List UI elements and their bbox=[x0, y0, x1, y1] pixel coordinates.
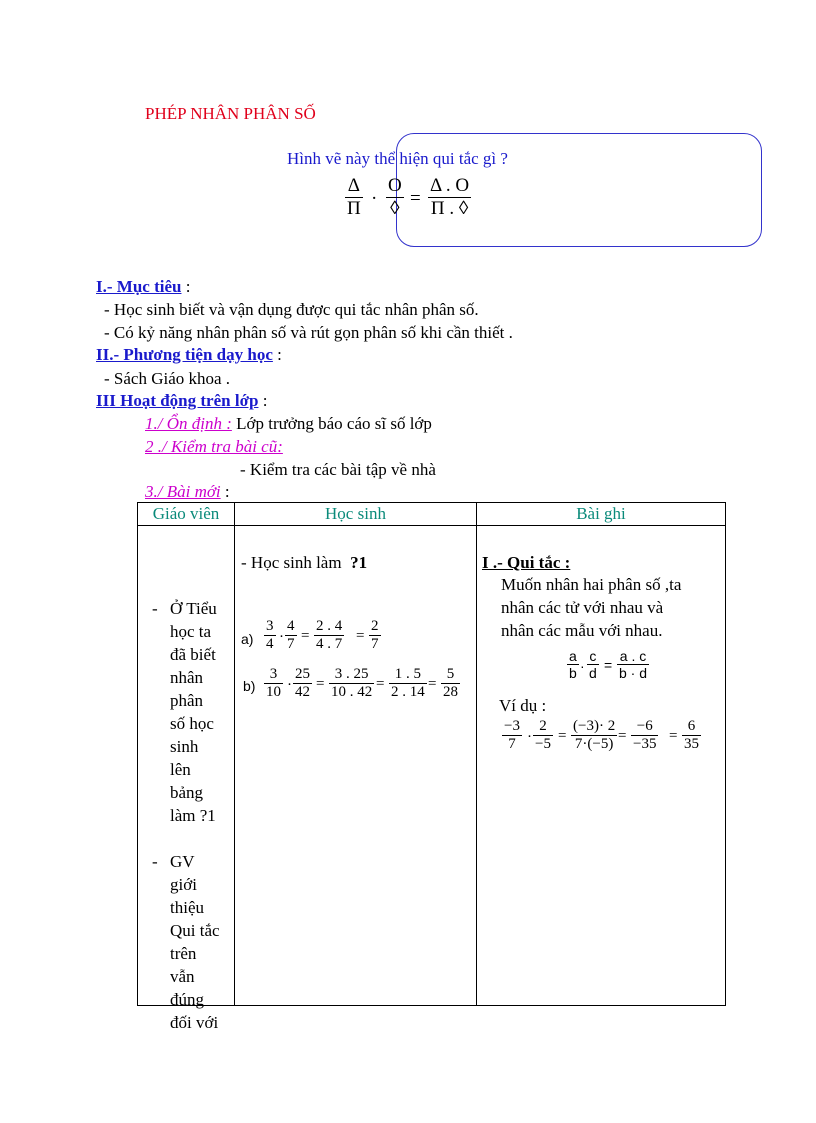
teacher-block-1 bbox=[170, 597, 217, 827]
objective-item-2: - Có kỷ năng nhân phân số và rút gọn phân số khi cần thiết . bbox=[104, 323, 513, 342]
ex-a-eq-2: = bbox=[356, 628, 365, 644]
teacher-line: làm ?1 bbox=[170, 806, 216, 825]
teacher-line: số học bbox=[170, 714, 214, 733]
teacher-line: nhân bbox=[170, 668, 204, 687]
ex-b-frac-5: 5 28 bbox=[443, 666, 458, 701]
rule-eq: = bbox=[604, 657, 613, 673]
teacher-dash-1: - bbox=[152, 599, 158, 618]
rule-frac-2: c d bbox=[589, 648, 597, 682]
teacher-line: Qui tắc bbox=[170, 921, 220, 940]
teacher-line: lên bbox=[170, 760, 191, 779]
example-a-label: a) bbox=[241, 631, 254, 647]
sub-new-lesson: 3./ Bài mới : bbox=[145, 482, 230, 501]
rule-dot: · bbox=[580, 658, 585, 674]
notes-cell bbox=[477, 526, 726, 1006]
ex-b-eq-1: = bbox=[316, 676, 325, 692]
section-objectives: I.- Mục tiêu : bbox=[96, 277, 191, 296]
teacher-line: Ở Tiểu bbox=[170, 599, 217, 618]
teacher-line: bảng bbox=[170, 783, 204, 802]
materials-item-1: - Sách Giáo khoa . bbox=[104, 369, 231, 388]
ex-b-dot: · bbox=[287, 677, 292, 693]
teacher-line: học ta bbox=[170, 622, 212, 641]
ex-b-frac-4: 1 . 5 2 . 14 bbox=[391, 666, 425, 701]
symbol-fraction-1: Δ Π bbox=[347, 175, 361, 219]
rule-line: nhân các tử với nhau và bbox=[501, 598, 664, 617]
teacher-line: đã biết bbox=[170, 645, 216, 664]
ex-a-frac-2: 4 7 bbox=[287, 618, 295, 653]
teacher-dash-2: - bbox=[152, 852, 158, 871]
lesson-table bbox=[137, 502, 726, 1032]
ex-frac-5: 6 35 bbox=[684, 718, 699, 753]
ex-a-frac-4: 2 7 bbox=[371, 618, 379, 653]
teacher-line: GV bbox=[170, 852, 195, 871]
rule-frac-1: a b bbox=[569, 648, 577, 682]
sub-review-text: - Kiểm tra các bài tập về nhà bbox=[240, 460, 436, 479]
ex-frac-1: −3 7 bbox=[504, 718, 520, 753]
teacher-line: sinh bbox=[170, 737, 199, 756]
question-text: Hình vẽ này thể hiện qui tắc gì ? bbox=[287, 149, 508, 168]
ex-a-eq-1: = bbox=[301, 628, 310, 644]
example-b-label: b) bbox=[243, 678, 256, 694]
teacher-line: phân bbox=[170, 691, 204, 710]
symbol-dot: · bbox=[371, 188, 378, 209]
rule-text bbox=[501, 573, 681, 642]
section-activities: III Hoạt động trên lớp : bbox=[96, 391, 268, 410]
example-label: Ví dụ : bbox=[499, 696, 547, 715]
teacher-block-2 bbox=[170, 850, 220, 1034]
symbol-fraction-3: Δ . O Π . ◊ bbox=[430, 175, 470, 219]
ex-b-eq-3: = bbox=[428, 676, 437, 692]
section-materials: II.- Phương tiện dạy học : bbox=[96, 345, 282, 364]
rule-line: Muốn nhân hai phân số ,ta bbox=[501, 575, 682, 594]
teacher-line: đối với bbox=[170, 1013, 219, 1032]
symbol-fraction-2: O ◊ bbox=[388, 175, 402, 219]
ex-b-frac-2: 25 42 bbox=[295, 666, 310, 701]
objective-item-1: - Học sinh biết và vận dụng được qui tắc nhân phân số. bbox=[104, 300, 479, 319]
ex-dot: · bbox=[527, 729, 532, 745]
ex-eq-1: = bbox=[558, 728, 567, 744]
header-teacher: Giáo viên bbox=[138, 503, 235, 526]
ex-eq-2: = bbox=[618, 728, 627, 744]
rule-title: I .- Qui tắc : bbox=[482, 553, 571, 572]
ex-eq-3: = bbox=[669, 728, 678, 744]
student-cell bbox=[235, 526, 477, 1006]
student-task: - Học sinh làm ?1 bbox=[241, 553, 368, 572]
teacher-line: giới bbox=[170, 875, 197, 894]
teacher-line: thiệu bbox=[170, 898, 204, 917]
rule-frac-3: a . c b · d bbox=[619, 648, 648, 682]
sub-review: 2 ./ Kiểm tra bài cũ: bbox=[145, 437, 283, 456]
rule-line: nhân các mẫu với nhau. bbox=[501, 621, 663, 640]
symbol-equals: = bbox=[410, 188, 421, 209]
header-notes: Bài ghi bbox=[477, 503, 726, 526]
teacher-line: vẫn bbox=[170, 967, 195, 986]
ex-b-eq-2: = bbox=[376, 676, 385, 692]
ex-frac-2: 2 −5 bbox=[535, 718, 551, 753]
ex-a-frac-3: 2 . 4 4 . 7 bbox=[316, 618, 343, 653]
ex-a-frac-1: 3 4 bbox=[266, 618, 274, 653]
ex-frac-3: (−3)· 2 7·(−5) bbox=[573, 718, 616, 753]
teacher-line: trên bbox=[170, 944, 197, 963]
teacher-cell bbox=[138, 526, 235, 1032]
teacher-line: đúng bbox=[170, 990, 204, 1009]
ex-b-frac-1: 3 10 bbox=[266, 666, 281, 701]
ex-b-frac-3: 3 . 25 10 . 42 bbox=[331, 666, 373, 701]
ex-frac-4: −6 −35 bbox=[633, 718, 657, 753]
header-student: Học sinh bbox=[235, 503, 477, 526]
sub-stabilize: 1./ Ổn định : Lớp trưởng báo cáo sĩ số lớp bbox=[145, 414, 432, 433]
ex-a-dot: · bbox=[279, 629, 284, 645]
page-title: PHÉP NHÂN PHÂN SỐ bbox=[145, 104, 316, 123]
